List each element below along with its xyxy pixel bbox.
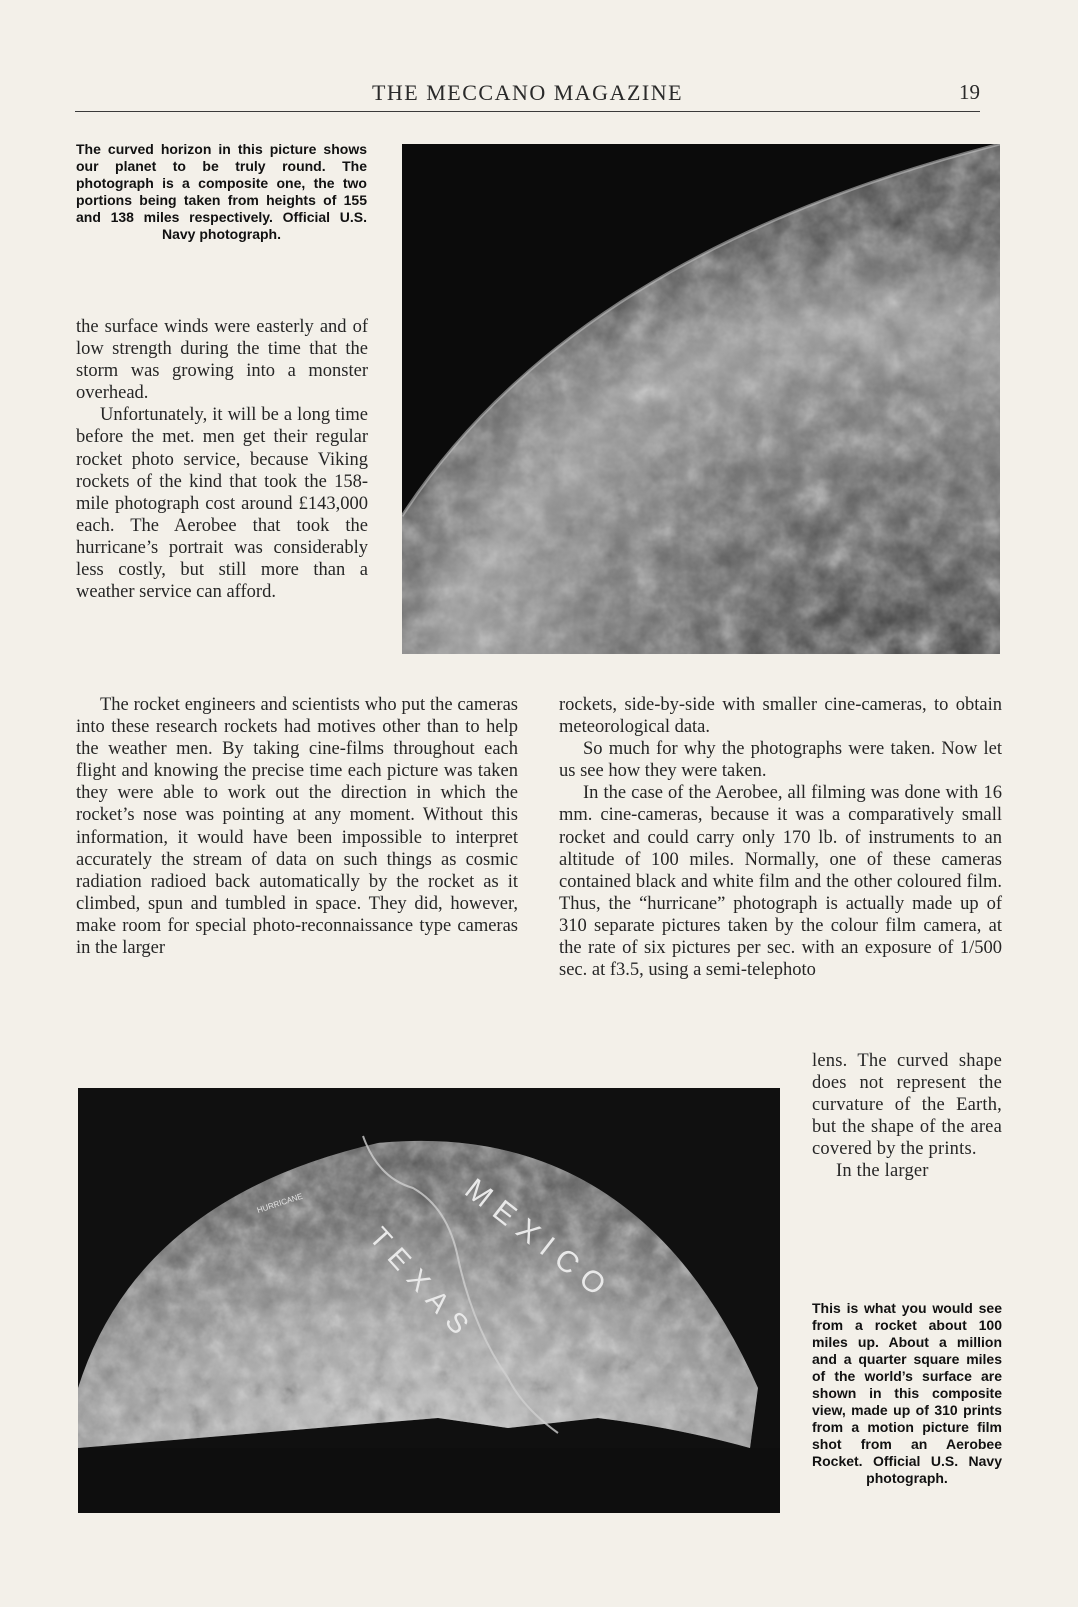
magazine-title: THE MECCANO MAGAZINE [371, 80, 684, 105]
paragraph: Unfortunately, it will be a long time before the met. men get their regular rocket photo service, because Viking rockets of the kind that took the 158-mile photograph cost around £143,000 each. The Aerobee that took the hurricane’s portrait was considerably less costly, but still more than a weather service can afford. [76, 405, 368, 603]
top-photo-caption: The curved horizon in this picture shows our planet to be truly round. The photograph is a composite one, the two portions being taken from heights of 155 and 138 miles respectively. Official U.S. Navy photograph. [76, 141, 367, 242]
paragraph: In the case of the Aerobee, all filming was done with 16 mm. cine-cameras, because it was a comparatively small rocket and could carry only 170 lb. of instruments to an altitude of 100 miles. Normally, one of these cameras contained black and white film and the other coloured film. Thus, the “hurricane” photograph is actually made up of 310 separate pictures taken by the colour film camera, at the rate of six pictures per sec. with an exposure of 1/500 sec. at f3.5, using a semi-telephoto [559, 783, 1002, 981]
earth-horizon-image [402, 144, 1000, 654]
page-header [75, 78, 980, 112]
paragraph: rockets, side-by-side with smaller cine-cameras, to obtain meteorological data. [559, 695, 1002, 738]
bottom-photo-caption: This is what you would see from a rocket about 100 miles up. About a million and a quarter square miles of the world’s surface are shown in this composite view, made up of 310 prints from a motion picture film shot from an Aerobee Rocket. Official U.S. Navy photograph. [812, 1300, 1002, 1486]
paragraph: So much for why the photographs were taken. Now let us see how they were taken. [559, 739, 1002, 782]
article-column-right [559, 694, 1002, 981]
page-number: 19 [959, 80, 980, 104]
article-column-tail [812, 1050, 1002, 1183]
hurricane-composite-photo [78, 1088, 780, 1513]
map-label-mexico: MEXICO [458, 1172, 620, 1309]
article-column-narrow [76, 316, 368, 603]
earth-horizon-photo [402, 144, 1000, 654]
article-column-left [76, 694, 518, 959]
map-label-texas: TEXAS [363, 1221, 482, 1348]
map-label-hurricane: HURRICANE [255, 1191, 304, 1215]
paragraph: the surface winds were easterly and of low strength during the time that the storm was growing into a monster overhead. [76, 317, 368, 404]
paragraph: In the larger [836, 1161, 929, 1182]
paragraph: The rocket engineers and scientists who put the cameras into these research rockets had motives other than to help the weather men. By taking cine-films throughout each flight and knowing the precise time each picture was taken they were able to work out the direction in which the rocket’s nose was pointing at any moment. Without this information, it would have been impossible to interpret accurately the stream of data on such things as cosmic radiation radioed back automatically by the rocket as it climbed, spun and tumbled in space. They did, however, make room for special photo-reconnaissance type cameras in the larger [76, 695, 518, 959]
paragraph: lens. The curved shape does not represent the curvature of the Earth, but the shape of the area covered by the prints. [812, 1051, 1002, 1160]
hurricane-composite-image [78, 1088, 780, 1513]
